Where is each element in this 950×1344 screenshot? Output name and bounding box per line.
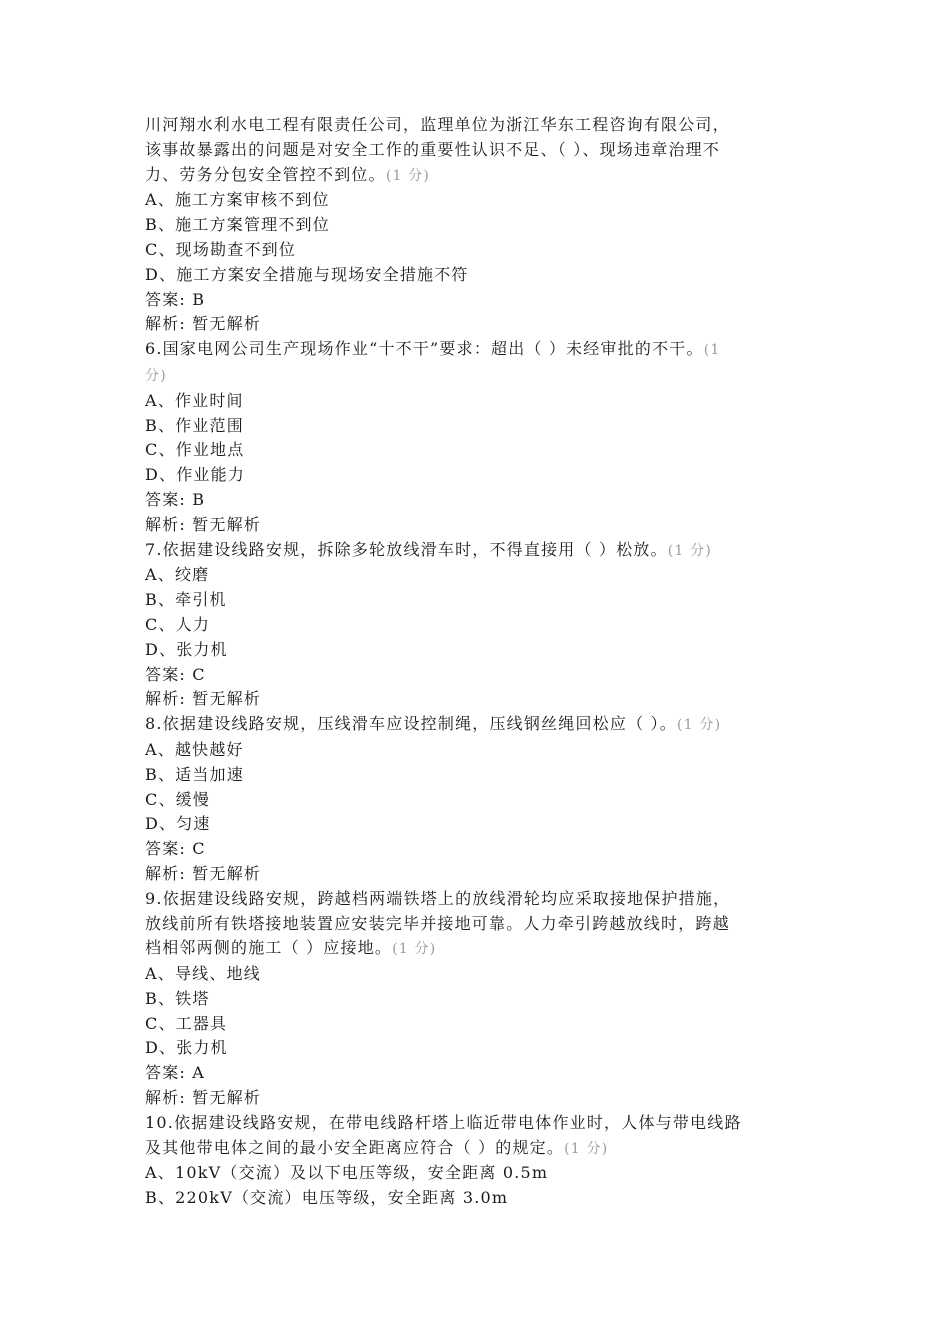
option-b: B、220kV（交流）电压等级，安全距离 3.0m — [145, 1188, 509, 1208]
option-b: B、适当加速 — [145, 764, 244, 784]
answer-line: 答案: B — [145, 289, 206, 309]
score-label: (1 分) — [676, 717, 722, 734]
question-text-line: 川河翔水利水电工程有限责任公司，监理单位为浙江华东工程咨询有限公司， — [145, 115, 730, 134]
analysis-line: 解析: 暂无解析 — [145, 689, 262, 709]
score-label-continued: 分) — [145, 367, 167, 384]
answer-line: 答案: C — [145, 664, 206, 684]
question-text-line: 6.国家电网公司生产现场作业“十不干”要求：超出（ ）未经审批的不干。(1 — [145, 339, 721, 359]
question-block-7 — [145, 538, 810, 713]
question-text-line: 8.依据建设线路安规，压线滑车应设控制绳，压线钢丝绳回松应（ ）。(1 分) — [145, 714, 722, 734]
question-block-8 — [145, 712, 810, 887]
option-b: B、作业范围 — [145, 415, 244, 435]
answer-line: 答案: B — [145, 489, 206, 509]
answer-line: 答案: A — [145, 1063, 206, 1083]
option-d: D、作业能力 — [145, 465, 246, 485]
option-c: C、作业地点 — [145, 440, 245, 460]
answer-line: 答案: C — [145, 839, 206, 859]
question-text-line — [145, 363, 810, 389]
option-c: C、工器具 — [145, 1013, 228, 1033]
analysis-line: 解析: 暂无解析 — [145, 1088, 262, 1108]
option-b: B、牵引机 — [145, 590, 227, 610]
question-text-line: 10.依据建设线路安规，在带电线路杆塔上临近带电体作业时，人体与带电线路 — [145, 1112, 742, 1132]
question-block-9 — [145, 887, 810, 1111]
question-text-line: 该事故暴露出的问题是对安全工作的重要性认识不足、（ ）、现场违章治理不 — [145, 139, 721, 159]
option-a: A、导线、地线 — [145, 964, 261, 984]
score-label: (1 分) — [564, 1140, 609, 1157]
option-d: D、施工方案安全措施与现场安全措施不符 — [145, 264, 469, 284]
score-label: (1 分) — [392, 941, 437, 958]
option-c: C、缓慢 — [145, 789, 211, 809]
option-c: C、现场勘查不到位 — [145, 239, 297, 259]
question-text-line: 9.依据建设线路安规，跨越档两端铁塔上的放线滑轮均应采取接地保护措施， — [145, 888, 731, 908]
score-label: (1 分) — [385, 167, 431, 184]
option-d: D、匀速 — [145, 814, 211, 834]
option-b: B、铁塔 — [145, 988, 210, 1008]
option-c: C、人力 — [145, 614, 211, 634]
question-text-line: 及其他带电体之间的最小安全距离应符合（ ）的规定。(1 分) — [145, 1137, 609, 1157]
question-text-line: 放线前所有铁塔接地装置应安装完毕并接地可靠。人力牵引跨越放线时，跨越 — [145, 913, 730, 933]
score-label: (1 分) — [667, 542, 713, 559]
option-a: A、绞磨 — [145, 565, 210, 585]
option-a: A、10kV（交流）及以下电压等级，安全距离 0.5m — [145, 1163, 549, 1183]
score-label: (1 — [703, 342, 721, 359]
option-a: A、越快越好 — [145, 739, 244, 759]
option-a: A、施工方案审核不到位 — [145, 190, 330, 210]
question-text-line: 档相邻两侧的施工（ ）应接地。(1 分) — [145, 938, 437, 958]
option-d: D、张力机 — [145, 1038, 228, 1058]
question-text-line: 力、劳务分包安全管控不到位。(1 分) — [145, 164, 431, 184]
document-page — [145, 113, 810, 1211]
question-block-5-continuation — [145, 113, 810, 337]
analysis-line: 解析: 暂无解析 — [145, 863, 262, 883]
question-text-line: 7.依据建设线路安规，拆除多轮放线滑车时，不得直接用（ ）松放。(1 分) — [145, 539, 713, 559]
option-d: D、张力机 — [145, 639, 228, 659]
option-a: A、作业时间 — [145, 390, 244, 410]
question-block-6 — [145, 337, 810, 537]
option-b: B、施工方案管理不到位 — [145, 215, 330, 235]
question-block-10 — [145, 1111, 810, 1211]
analysis-line: 解析: 暂无解析 — [145, 514, 262, 534]
analysis-line: 解析: 暂无解析 — [145, 314, 262, 334]
